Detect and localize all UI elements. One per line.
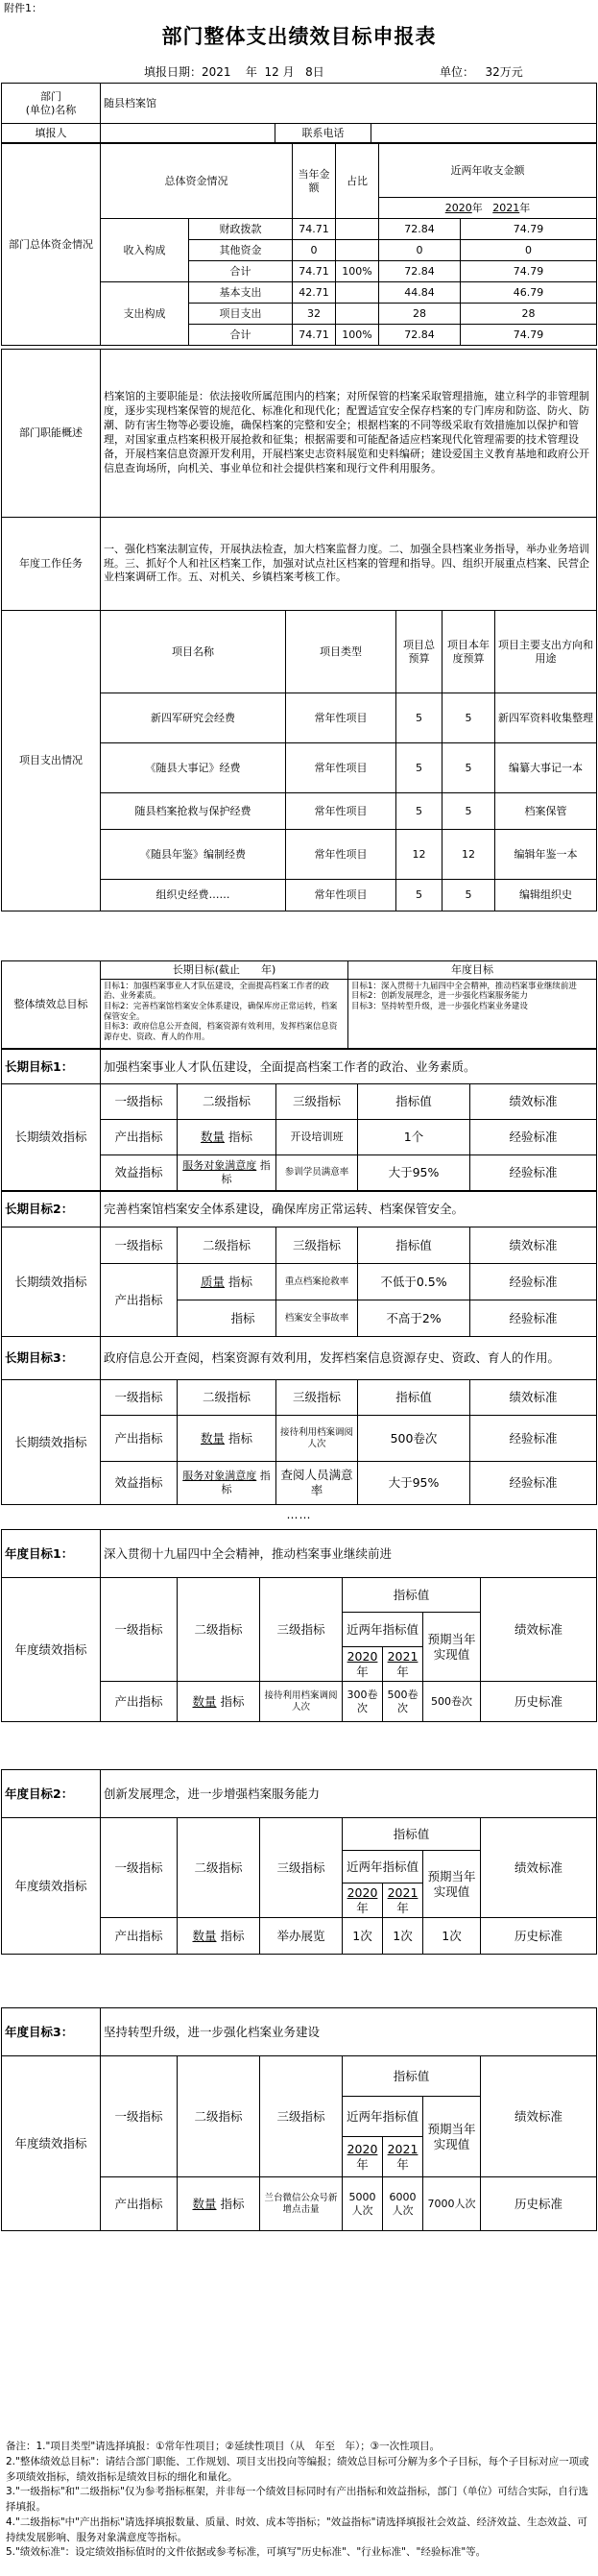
year-indicator-label: 年度绩效指标 [2, 1578, 101, 1722]
l2-indicator: 服务对象满意度 指标 [178, 1155, 276, 1191]
fill-date: 填报日期：2021 年 12 月 8日 [144, 65, 324, 79]
overall-label: 整体绩效总目标 [2, 961, 101, 1049]
ratio-header: 占比 [336, 144, 379, 219]
income-ratio [336, 240, 379, 261]
l3-indicator: 参训学员满意率 [276, 1155, 358, 1191]
col-header: 近两年指标值 [343, 2097, 423, 2137]
prev-two-header: 近两年收支金额 [379, 144, 597, 198]
income-y2: 74.79 [461, 261, 597, 282]
income-item: 合计 [189, 261, 293, 282]
expense-cur: 74.71 [293, 325, 336, 346]
col-header: 二级指标 [178, 1084, 276, 1120]
perf-standard: 经验标准 [470, 1462, 597, 1505]
project-use: 编纂大事记一本 [495, 743, 597, 793]
long-indicator-label: 长期绩效指标 [2, 1380, 101, 1505]
annual-label: 年度工作任务 [2, 518, 101, 611]
col-header: 近两年指标值 [343, 1613, 423, 1647]
project-total: 5 [396, 693, 443, 743]
col-header: 预期当年实现值 [423, 1613, 481, 1682]
indicator-value: 大于95% [358, 1462, 470, 1505]
col-header: 绩效标准 [470, 1084, 597, 1120]
l2-indicator: 数量 指标 [178, 2177, 260, 2231]
project-name: 《随县大事记》经费 [101, 743, 286, 793]
note-item: 5."绩效标准"：设定绩效指标值时的文件依据或参考标准，可填写"历史标准"、"行业标准"、"经验标准"等。 [6, 2546, 487, 2559]
project-name: 《随县年鉴》编制经费 [101, 830, 286, 880]
project-year: 12 [443, 830, 495, 880]
note-item: 3."一级指标"和"二级指标"仅为参考指标框架，并非每一个绩效目标同时有产出指标和效益指标，部门（单位）可结合实际，自行选择填报。 [6, 2486, 588, 2513]
col-header: 预期当年实现值 [423, 1851, 481, 1918]
expense-ratio [336, 304, 379, 325]
perf-standard: 历史标准 [481, 2177, 597, 2231]
project-year: 5 [443, 880, 495, 911]
value-predicted: 7000人次 [423, 2177, 481, 2231]
l1-indicator: 产出指标 [101, 1918, 178, 1955]
l1-indicator: 效益指标 [101, 1155, 178, 1191]
col-header: 绩效标准 [470, 1380, 597, 1416]
col-header: 三级指标 [276, 1380, 358, 1416]
expense-item: 合计 [189, 325, 293, 346]
project-total: 5 [396, 793, 443, 830]
l3-indicator: 档案安全事故率 [276, 1300, 358, 1337]
attachment-label: 附件1： [4, 2, 42, 14]
col-header: 绩效标准 [481, 1818, 597, 1918]
income-y1: 0 [379, 240, 461, 261]
projects-header: 项目类型 [286, 611, 396, 693]
basic-info-table [1, 83, 597, 143]
value-predicted: 500卷次 [423, 1682, 481, 1722]
long-goal-1-table [1, 1049, 597, 1191]
col-header: 二级指标 [178, 1578, 260, 1682]
annual-text: 一、强化档案法制宣传，开展执法检查，加大档案监督力度。二、加强全县档案业务指导，举办业务培训班。三、抓好个人和社区档案工作，加强对试点社区档案的管理和指导。四、组织开展重点档案、民营企业档案调研工作。五、对机关、乡镇档案考核工作。 [101, 518, 597, 611]
col-header: 一级指标 [101, 2056, 178, 2177]
indicator-value: 大于95% [358, 1155, 470, 1191]
long-goal-desc: 加强档案事业人才队伍建设，全面提高档案工作者的政治、业务素质。 [101, 1050, 597, 1084]
income-cur: 74.71 [293, 261, 336, 282]
project-use: 编辑年鉴一本 [495, 830, 597, 880]
perf-standard: 经验标准 [470, 1120, 597, 1155]
project-use: 编辑组织史 [495, 880, 597, 911]
income-y1: 72.84 [379, 219, 461, 240]
expense-ratio: 100% [336, 325, 379, 346]
long-goal-desc: 政府信息公开查阅，档案资源有效利用，发挥档案信息资源存史、资政、育人的作用。 [101, 1337, 597, 1380]
notes [6, 2440, 593, 2561]
expense-y1: 72.84 [379, 325, 461, 346]
note-item: 备注：1."项目类型"请选择填报：①常年性项目；②延续性项目（从 年至 年）；③一次性项目。 [6, 2441, 441, 2452]
year-header: 2020 年 [343, 1647, 383, 1682]
year-header: 2020 年 [343, 1883, 383, 1918]
expense-item: 项目支出 [189, 304, 293, 325]
l1-indicator: 产出指标 [101, 1682, 178, 1722]
funds-section-label: 部门总体资金情况 [2, 144, 101, 346]
long-goals-text: 目标1：加强档案事业人才队伍建设，全面提高档案工作者的政治、业务素质。 目标2：完善档案馆档案安全体系建设，确保库房正常运转，档案保管安全。 目标3：政府信息公开查阅，档案资源有效利用，发挥档案信息资源存史、资政、育人的作用。 [101, 979, 348, 1048]
perf-standard: 经验标准 [470, 1416, 597, 1462]
col-header: 指标值 [358, 1227, 470, 1264]
col-header: 指标值 [343, 1818, 481, 1851]
dept-name: 随县档案馆 [101, 84, 597, 124]
value-y1: 1次 [343, 1918, 383, 1955]
project-name: 组织史经费…… [101, 880, 286, 911]
ellipsis: …… [286, 1508, 312, 1521]
expense-cur: 32 [293, 304, 336, 325]
expense-y1: 44.84 [379, 282, 461, 304]
col-header: 指标值 [343, 1578, 481, 1613]
value-y1: 300卷次 [343, 1682, 383, 1722]
filler-label: 填报人 [2, 124, 101, 143]
perf-standard: 经验标准 [470, 1300, 597, 1337]
l1-indicator: 效益指标 [101, 1462, 178, 1505]
col-header: 一级指标 [101, 1578, 178, 1682]
col-header: 二级指标 [178, 1380, 276, 1416]
l3-indicator: 接待利用档案调阅人次 [260, 1682, 343, 1722]
income-ratio [336, 219, 379, 240]
duty-text: 档案馆的主要职能是：依法接收所属范围内的档案；对所保管的档案采取管理措施，建立科学的非管理制度，逐步实现档案保管的规范化、标准化和现代化；配置适宜安全保存档案的专门库房和防盗、防火、防潮、防有害生物等必要设施，确保档案的完整和安全；根据档案的不同等级采取有效措施加以保护和管理，对国家重点档案积极开展抢救和征集；根据需要和可能配备适应档案现代化管理需要的技术管理设备，开展档案信息资源开发利用，开展档案史志资料展览和史料编研；建设爱国主义教育基地和政府公开信息查询场所，向机关、事业单位和社会提供档案和现行文件利用服务。 [101, 350, 597, 518]
project-total: 12 [396, 830, 443, 880]
col-header: 绩效标准 [481, 1578, 597, 1682]
col-header: 一级指标 [101, 1227, 178, 1264]
l2-indicator: 数量 指标 [178, 1416, 276, 1462]
project-type: 常年性项目 [286, 880, 396, 911]
value-y2: 1次 [383, 1918, 423, 1955]
year-goal-desc: 深入贯彻十九届四中全会精神，推动档案事业继续前进 [101, 1530, 597, 1578]
year-goal-desc: 坚持转型升级，进一步强化档案业务建设 [101, 2008, 597, 2056]
long-indicator-label: 长期绩效指标 [2, 1084, 101, 1191]
perf-standard: 历史标准 [481, 1918, 597, 1955]
phone-value [371, 124, 597, 143]
overall-goals-table [1, 960, 597, 1049]
project-type: 常年性项目 [286, 830, 396, 880]
value-y2: 6000人次 [383, 2177, 423, 2231]
year-goals-header: 年度目标 [348, 961, 597, 980]
col-header: 三级指标 [276, 1227, 358, 1264]
col-header: 一级指标 [101, 1380, 178, 1416]
year-goal-tag: 年度目标1： [2, 1530, 101, 1578]
income-y1: 72.84 [379, 261, 461, 282]
col-header: 二级指标 [178, 2056, 260, 2177]
year-indicator-label: 年度绩效指标 [2, 2056, 101, 2231]
expense-item: 基本支出 [189, 282, 293, 304]
projects-header: 项目本年度预算 [443, 611, 495, 693]
prev-years: 2020年 2021年 [379, 198, 597, 219]
phone-label: 联系电话 [275, 124, 371, 143]
year-goal-tag: 年度目标3： [2, 2008, 101, 2056]
indicator-value: 1个 [358, 1120, 470, 1155]
long-goal-tag: 长期目标1： [2, 1050, 101, 1084]
indicator-value: 不高于2% [358, 1300, 470, 1337]
projects-table [1, 610, 597, 911]
year-header: 2021 年 [383, 2137, 423, 2177]
total-funds-header: 总体资金情况 [101, 144, 293, 219]
projects-label: 项目支出情况 [2, 611, 101, 911]
year-goal-1-table [1, 1529, 597, 1722]
year-indicator-label: 年度绩效指标 [2, 1818, 101, 1955]
dept-label: 部门 (单位)名称 [2, 84, 101, 124]
l2-indicator: 服务对象满意度 指标 [178, 1462, 276, 1505]
duty-label: 部门职能概述 [2, 350, 101, 518]
col-header: 指标值 [343, 2056, 481, 2097]
year-header: 2021 年 [383, 1883, 423, 1918]
l3-indicator: 接待利用档案调阅人次 [276, 1416, 358, 1462]
income-y2: 74.79 [461, 219, 597, 240]
col-header: 三级指标 [260, 1578, 343, 1682]
year-goal-3-table [1, 2007, 597, 2231]
col-header: 二级指标 [178, 1227, 276, 1264]
indicator-value: 500卷次 [358, 1416, 470, 1462]
col-header: 绩效标准 [470, 1227, 597, 1264]
project-total: 5 [396, 880, 443, 911]
col-header: 近两年指标值 [343, 1851, 423, 1883]
long-goal-tag: 长期目标3： [2, 1337, 101, 1380]
indicator-value: 不低于0.5% [358, 1264, 470, 1300]
value-predicted: 1次 [423, 1918, 481, 1955]
year-goal-2-table [1, 1769, 597, 1955]
l2-indicator: 数量 指标 [178, 1918, 260, 1955]
project-total: 5 [396, 743, 443, 793]
long-goals-header: 长期目标(截止 年) [101, 961, 348, 980]
l2-indicator: 质量 指标 [178, 1264, 276, 1300]
col-header: 二级指标 [178, 1818, 260, 1918]
year-goal-tag: 年度目标2： [2, 1770, 101, 1818]
l2-indicator: 指标 [178, 1300, 276, 1337]
col-header: 三级指标 [260, 2056, 343, 2177]
col-header: 预期当年实现值 [423, 2097, 481, 2177]
long-indicator-label: 长期绩效指标 [2, 1227, 101, 1337]
l1-indicator: 产出指标 [101, 1120, 178, 1155]
long-goal-2-table [1, 1191, 597, 1337]
col-header: 指标值 [358, 1084, 470, 1120]
expense-label: 支出构成 [101, 282, 189, 346]
income-cur: 74.71 [293, 219, 336, 240]
income-item: 财政拨款 [189, 219, 293, 240]
project-use: 新四军资料收集整理 [495, 693, 597, 743]
unit-info: 单位： 32万元 [440, 65, 523, 79]
income-label: 收入构成 [101, 219, 189, 282]
funds-table [1, 143, 597, 346]
project-year: 5 [443, 793, 495, 830]
project-type: 常年性项目 [286, 743, 396, 793]
value-y1: 5000人次 [343, 2177, 383, 2231]
col-header: 三级指标 [276, 1084, 358, 1120]
l1-indicator: 产出指标 [101, 1416, 178, 1462]
project-year: 5 [443, 743, 495, 793]
income-cur: 0 [293, 240, 336, 261]
project-year: 5 [443, 693, 495, 743]
l2-indicator: 数量 指标 [178, 1120, 276, 1155]
l3-indicator: 举办展览 [260, 1918, 343, 1955]
perf-standard: 经验标准 [470, 1155, 597, 1191]
projects-header: 项目主要支出方向和用途 [495, 611, 597, 693]
expense-y2: 28 [461, 304, 597, 325]
filler-value [101, 124, 275, 143]
projects-header: 项目总预算 [396, 611, 443, 693]
income-y2: 0 [461, 240, 597, 261]
l3-indicator: 重点档案抢救率 [276, 1264, 358, 1300]
perf-standard: 经验标准 [470, 1264, 597, 1300]
l3-indicator: 查阅人员满意率 [276, 1462, 358, 1505]
col-header: 指标值 [358, 1380, 470, 1416]
expense-y2: 46.79 [461, 282, 597, 304]
page-title: 部门整体支出绩效目标申报表 [161, 25, 437, 48]
year-goals-text: 目标1：深入贯彻十九届四中全会精神，推动档案事业继续前进 目标2：创新发展理念，进一步强化档案服务能力 目标3：坚持转型升级，进一步强化档案业务建设 [348, 979, 597, 1048]
year-header: 2021 年 [383, 1647, 423, 1682]
duty-table [1, 349, 597, 611]
income-item: 其他资金 [189, 240, 293, 261]
col-header: 绩效标准 [481, 2056, 597, 2177]
project-name: 新四军研究会经费 [101, 693, 286, 743]
project-name: 随县档案抢救与保护经费 [101, 793, 286, 830]
l3-indicator: 开设培训班 [276, 1120, 358, 1155]
projects-header: 项目名称 [101, 611, 286, 693]
note-item: 2."整体绩效总目标"：请结合部门职能、工作规划、项目支出投向等编报；绩效总目标可分解为多个子目标，每个子目标对应一项或多项绩效指标，绩效指标是绩效目标的细化和量化。 [6, 2455, 589, 2483]
perf-standard: 历史标准 [481, 1682, 597, 1722]
year-header: 2020 年 [343, 2137, 383, 2177]
year-goal-desc: 创新发展理念，进一步增强档案服务能力 [101, 1770, 597, 1818]
col-header: 一级指标 [101, 1818, 178, 1918]
col-header: 三级指标 [260, 1818, 343, 1918]
long-goal-desc: 完善档案馆档案安全体系建设，确保库房正常运转、档案保管安全。 [101, 1192, 597, 1227]
project-use: 档案保管 [495, 793, 597, 830]
value-y2: 500卷次 [383, 1682, 423, 1722]
expense-cur: 42.71 [293, 282, 336, 304]
long-goal-3-table [1, 1336, 597, 1505]
l1-indicator: 产出指标 [101, 1264, 178, 1337]
l1-indicator: 产出指标 [101, 2177, 178, 2231]
income-ratio: 100% [336, 261, 379, 282]
col-header: 一级指标 [101, 1084, 178, 1120]
note-item: 4."二级指标"中"产出指标"请选择填报数量、质量、时效、成本等指标；"效益指标"请选择填报社会效益、经济效益、生态效益、可持续发展影响、服务对象满意度等指标。 [6, 2515, 587, 2543]
expense-y2: 74.79 [461, 325, 597, 346]
project-type: 常年性项目 [286, 693, 396, 743]
project-type: 常年性项目 [286, 793, 396, 830]
cur-year-header: 当年金额 [293, 144, 336, 219]
long-goal-tag: 长期目标2： [2, 1192, 101, 1227]
l2-indicator: 数量 指标 [178, 1682, 260, 1722]
expense-y1: 28 [379, 304, 461, 325]
expense-ratio [336, 282, 379, 304]
l3-indicator: 兰台微信公众号新增点击量 [260, 2177, 343, 2231]
